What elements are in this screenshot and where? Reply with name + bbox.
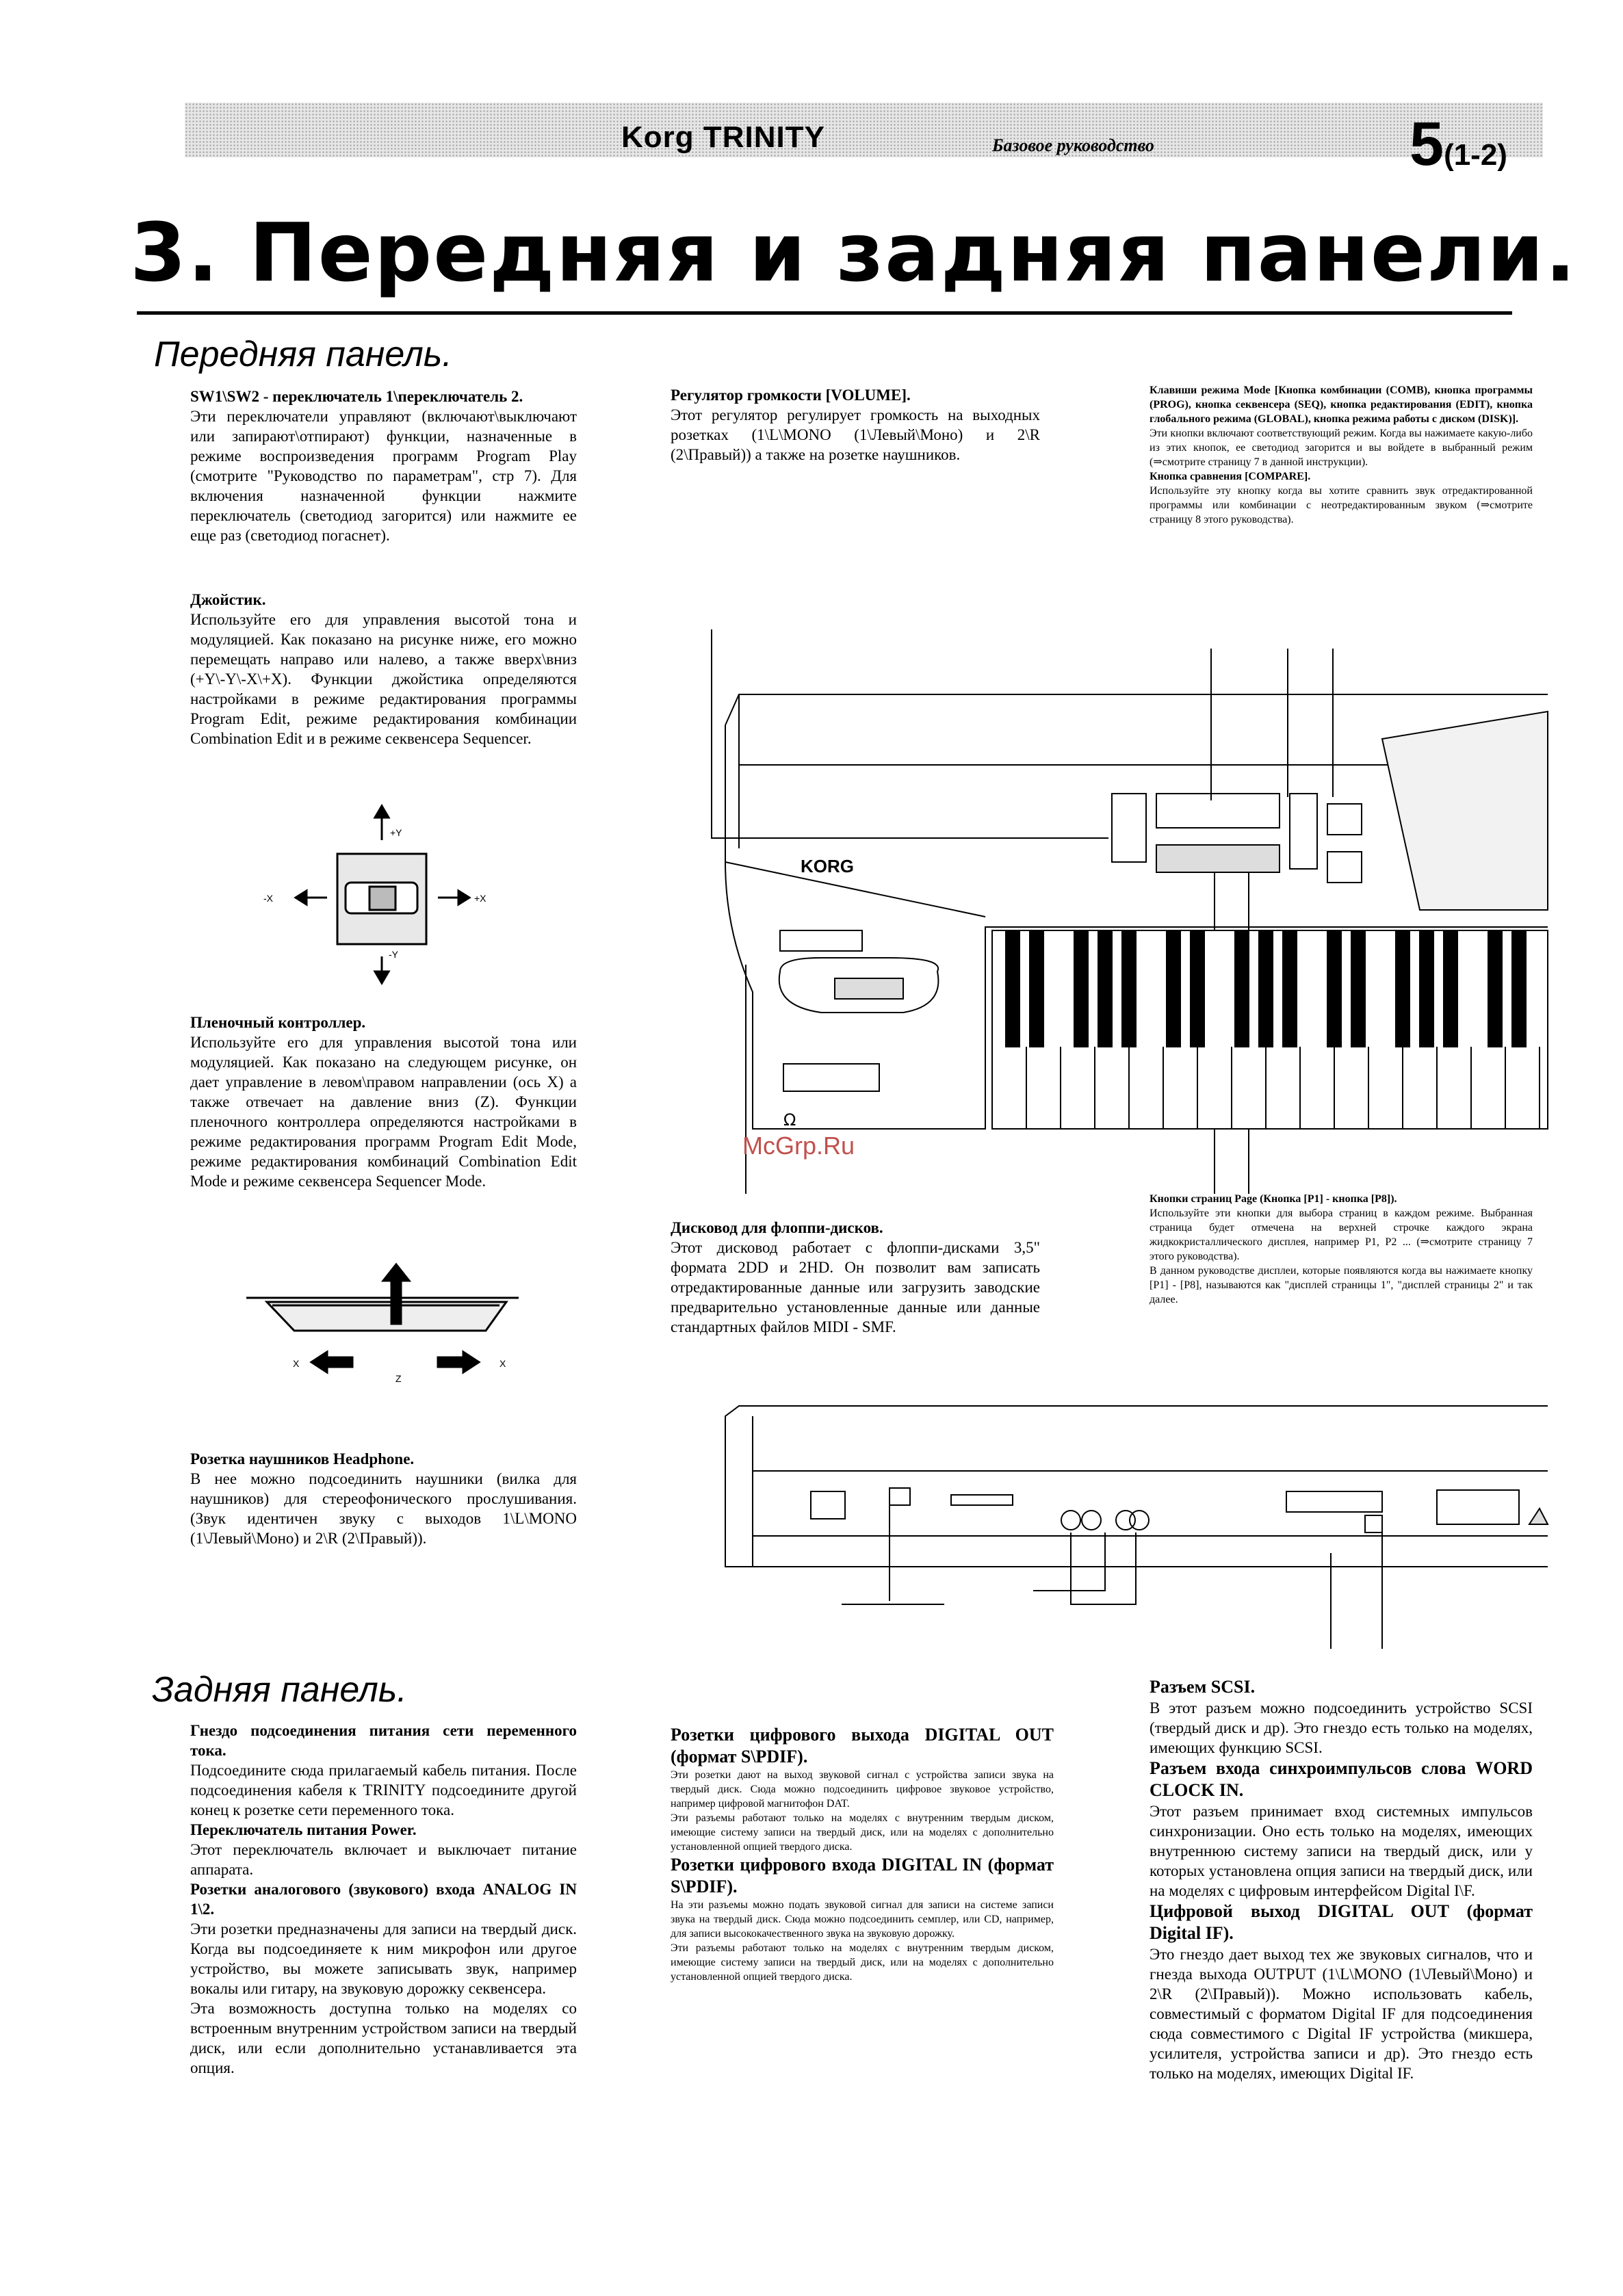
page-keys-text: Используйте эти кнопки для выбора страниц в каждом режиме. Выбранная страница будет отмечена на верхней строчке каждого экрана жидкокристаллического дисплея, например P1, P2 ... (⇒смотрите страницу 7 этого руководства). [1150, 1208, 1533, 1262]
ac-inlet [811, 1491, 845, 1519]
rear-label-plate [1437, 1490, 1519, 1524]
power-in-text: Подсоедините сюда прилагаемый кабель питания. После подсоединения кабеля к TRINITY подсоедините другой конец к розетке сети переменного тока. [190, 1762, 577, 1818]
digital-out-spdif-text2: Эти разъемы работают только на моделях с внутренним твердым диском, имеющие систему записи на твердый диск, или на моделях с дополнительно установленной опцией твердого диска. [671, 1812, 1054, 1853]
power-in-heading: Гнездо подсоединения питания сети переменного тока. [190, 1722, 577, 1759]
analog-callout [1071, 1532, 1136, 1604]
digital-in-text2: Эти разъемы работают только на моделях с внутренним твердым диском, имеющие систему записи на твердый диск, или на моделях с дополнительно установленной опцией твердого диска. [671, 1942, 1054, 1983]
scsi-text: В этот разъем можно подсоединить устройство SCSI (твердый диск и др). Это гнездо есть только на моделях, имеющих функцию SCSI. [1150, 1699, 1533, 1756]
warning-triangle-icon [1529, 1509, 1548, 1524]
sw-text: Эти переключатели управляют (включают\выключают или запирают\отпирают) функции, назначенные в режиме воспроизведения программ Program Play (смотрите "Руководство по параметрам", стр 7). Для включения назначенной функции нажмите переключатель (светодиод загорится) или нажмите ее еще раз (светодиод погаснет). [190, 408, 577, 544]
page-sub: (1-2) [1444, 138, 1507, 172]
value-down-button [1327, 852, 1362, 883]
ribbon-right-arrow-icon [438, 1357, 465, 1367]
black-key [1030, 930, 1043, 1047]
mode-heading: Клавиши режима Mode [Кнопка комбинации (COMB), кнопка программы (PROG), кнопка секвенсера (SEQ), кнопка редактирования (EDIT), кнопка глобального режима (GLOBAL), кнопка режима работы с диском (DISK)]. [1150, 384, 1533, 425]
black-key [1098, 930, 1112, 1047]
front-panel-heading: Передняя панель. [154, 335, 452, 374]
digital-in-heading: Розетки цифрового входа DIGITAL IN (формат S\PDIF). [671, 1855, 1054, 1896]
header-brand: Korg TRINITY [621, 120, 825, 154]
value-up-button [1327, 804, 1362, 835]
black-key [1259, 930, 1273, 1047]
scsi-heading: Разъем SCSI. [1150, 1677, 1256, 1697]
volume-text: Этот регулятор регулирует громкость на выходных розетках (1\L\MONO (1\Левый\Моно) и 2\R (2\Правый)) а также на розетке наушников. [671, 406, 1040, 463]
digital-if-port [1365, 1515, 1382, 1532]
black-key [1396, 930, 1410, 1047]
page-keys-heading: Кнопки страниц Page (Кнопка [P1] - кнопка [P8]). [1150, 1193, 1397, 1205]
ribbon-z-arrow-icon [391, 1276, 401, 1324]
ribbon-z-arrow-head-icon [383, 1264, 409, 1281]
compare-button [1290, 794, 1317, 869]
ribbon-panel [783, 1064, 879, 1091]
mode-text: Эти кнопки включают соответствующий режим. Когда вы нажимаете какую-либо из этих кнопок, ее светодиод загорится и вы войдете в выбранный режим (⇒смотрите страницу 7 в данной инструкции). [1150, 428, 1533, 468]
floppy-slot [835, 978, 903, 999]
rear-panel-illustration [725, 1406, 1548, 1649]
black-keys [1006, 930, 1526, 1047]
digital-if-text: Это гнездо дает выход тех же звуковых сигналов, что и гнезда выхода OUTPUT (1\L\MONO (1\Левый\Моно) и 2\R (2\Правый)). Можно использовать кабель, совместимый с форматом Digital IF для подсоединения сюда совместимого с Digital IF устройства (микшера, усилителя, устройства записи и др). Это гнездо есть только на моделях, имеющих Digital IF. [1150, 1946, 1533, 2082]
ribbon-heading: Пленочный контроллер. [190, 1014, 366, 1031]
black-key [1488, 930, 1502, 1047]
compare-heading: Кнопка сравнения [COMPARE]. [1150, 471, 1311, 482]
black-key [1351, 930, 1365, 1047]
ribbon-left-arrow-head-icon [311, 1352, 327, 1372]
arrow-right-head-icon [458, 891, 469, 904]
page-keys-text2: В данном руководстве дисплеи, которые появляются когда вы нажимаете кнопку [P1] - [P8], называются как "дисплей страницы 1", "дисплей страницы 2" и так далее. [1150, 1265, 1533, 1305]
analog-in-1-jack [1061, 1511, 1080, 1530]
joystick-diagram [296, 806, 469, 983]
digital-in-jack [1130, 1511, 1149, 1530]
ribbon-right-arrow-head-icon [463, 1352, 479, 1372]
floppy-text: Этот дисковод работает с флоппи-дисками 3,5" формата 2DD и 2HD. Он позволит вам записать отредактированные данные или загрузить заводские предварительно установленные данные или данные стандартных файлов MIDI - SMF. [671, 1239, 1040, 1335]
word-clock-heading: Разъем входа синхроимпульсов слова WORD CLOCK IN. [1150, 1758, 1533, 1800]
headphone-symbol: Ω [783, 1110, 796, 1130]
digital-out-spdif-text: Эти розетки дают на выход звуковой сигнал с устройства записи звука на твердый диск. Сюда можно подсоединить цифровое звуковое устройство, например цифровой магнитофон DAT. [671, 1769, 1054, 1810]
joy-label-up: +Y [390, 827, 402, 838]
keyboard-front-edge [725, 862, 985, 917]
ribbon-left-arrow-icon [325, 1357, 352, 1367]
black-key [1006, 930, 1020, 1047]
black-key [1122, 930, 1136, 1047]
word-clock-text: Этот разъем принимает вход системных импульсов синхронизации. Оно есть только на моделях, имеющих внутреннюю систему записи на твердый диск, или у которых установлена опция записи на твердый диск, или на моделях с цифровым интерфейсом Digital I\F. [1150, 1803, 1533, 1899]
black-key [1167, 930, 1180, 1047]
page-buttons [1156, 845, 1280, 872]
joy-label-left: -X [263, 893, 273, 904]
analog-in-heading: Розетки аналогового (звукового) входа ANALOG IN 1\2. [190, 1881, 577, 1918]
watermark: McGrp.Ru [742, 1132, 855, 1160]
korg-logo: KORG [801, 856, 854, 876]
page-number: 5 [1410, 110, 1444, 179]
header-guide: Базовое руководство [992, 135, 1154, 155]
joystick-knob [369, 887, 395, 910]
headphone-heading: Розетка наушников Headphone. [190, 1450, 415, 1467]
power-switch [890, 1488, 910, 1505]
black-key [1327, 930, 1341, 1047]
floppy-heading: Дисковод для флоппи-дисков. [671, 1219, 883, 1236]
sw-heading: SW1\SW2 - переключатель 1\переключатель 2. [190, 388, 523, 405]
joy-label-right: +X [474, 893, 486, 904]
black-key [1420, 930, 1433, 1047]
power-switch-heading: Переключатель питания Power. [190, 1821, 417, 1838]
word-clock-port [1286, 1491, 1382, 1512]
page-title: 3. Передняя и задняя панели. [130, 205, 1577, 300]
joystick-text: Используйте его для управления высотой тона и модуляцией. Как показано на рисунке ниже, его можно перемещать направо или налево, а также вверх\вниз (+Y\-Y\-X\+X). Функции джойстика определяются настройками в режиме редактирования программы Program Edit, режиме редактирования комбинации Combination Edit и в режиме секвенсера Sequencer. [190, 611, 577, 747]
black-key [1444, 930, 1457, 1047]
arrow-down-head-icon [375, 971, 389, 983]
volume-callout [712, 629, 1108, 838]
mode-buttons [1156, 794, 1280, 828]
analog-in-text2: Эта возможность доступна только на моделях со встроенным внутренним устройством записи на твердый диск, или если дополнительно устанавливается эта опция. [190, 2000, 577, 2076]
black-key [1074, 930, 1088, 1047]
digital-if-heading: Цифровой выход DIGITAL OUT (формат Digital IF). [1150, 1901, 1533, 1943]
keyboard-keys [992, 930, 1548, 1129]
power-switch-text: Этот переключатель включает и выключает питание аппарата. [190, 1841, 577, 1878]
joystick-heading: Джойстик. [190, 591, 266, 608]
scsi-port [951, 1495, 1013, 1505]
arrow-left-head-icon [296, 891, 307, 904]
lcd-display [1382, 712, 1548, 910]
arrow-up-head-icon [375, 806, 389, 818]
keyboard-top-edge [725, 694, 1548, 725]
ribbon-text: Используйте его для управления высотой тона или модуляцией. Как показано на следующем рисунке, он дает управление в левом\правом направлении (ось X) а также отвечает на давление вниз (Z). Функции пленочного контроллера определяются настройками в режиме редактирования программ Program Edit Mode, режиме редактирования комбинаций Combination Edit Mode и режиме секвенсера Sequencer Mode. [190, 1034, 577, 1190]
floppy-slot-top [780, 930, 862, 951]
ribbon-label-x-left: X [293, 1358, 300, 1369]
analog-in-text: Эти розетки предназначены для записи на твердый диск. Когда вы подсоединяете к ним микрофон или другое устройство, вы можете записывать звук, например вокалы или гитару, на звуковую дорожку секвенсера. [190, 1920, 577, 1997]
digital-in-text: На эти разъемы можно подать звуковой сигнал для записи на системе записи звука на твердый диск. Сюда можно подсоединить семплер, или CD, например, для записи высококачественного звука на звуковую дорожку. [671, 1899, 1054, 1940]
black-key [1235, 930, 1249, 1047]
left-button-group [1112, 794, 1146, 862]
analog-in-2-jack [1082, 1511, 1101, 1530]
headphone-text: В нее можно подсоединить наушники (вилка для наушников) для стереофонического прослушивания. (Звук идентичен звуку с выходов 1\L\MONO (1\Левый\Моно) и 2\R (2\Правый)). [190, 1470, 577, 1547]
rear-top-edge [725, 1406, 1548, 1450]
volume-heading: Регулятор громкости [VOLUME]. [671, 387, 911, 404]
ribbon-diagram [246, 1264, 519, 1372]
rear-panel-heading: Задняя панель. [152, 1670, 407, 1710]
ribbon-label-z: Z [395, 1373, 402, 1384]
joy-label-down: -Y [389, 949, 398, 960]
digital-callout [1033, 1532, 1105, 1591]
compare-text: Используйте эту кнопку когда вы хотите сравнить звук отредактированной программы или комбинации с неотредактированным звуком (⇒смотрите страницу 8 этого руководства). [1150, 485, 1533, 525]
black-key [1191, 930, 1204, 1047]
black-key [1512, 930, 1526, 1047]
digital-out-spdif-heading: Розетки цифрового выхода DIGITAL OUT (формат S\PDIF). [671, 1725, 1054, 1766]
black-key [1283, 930, 1297, 1047]
ribbon-label-x-right: X [499, 1358, 506, 1369]
